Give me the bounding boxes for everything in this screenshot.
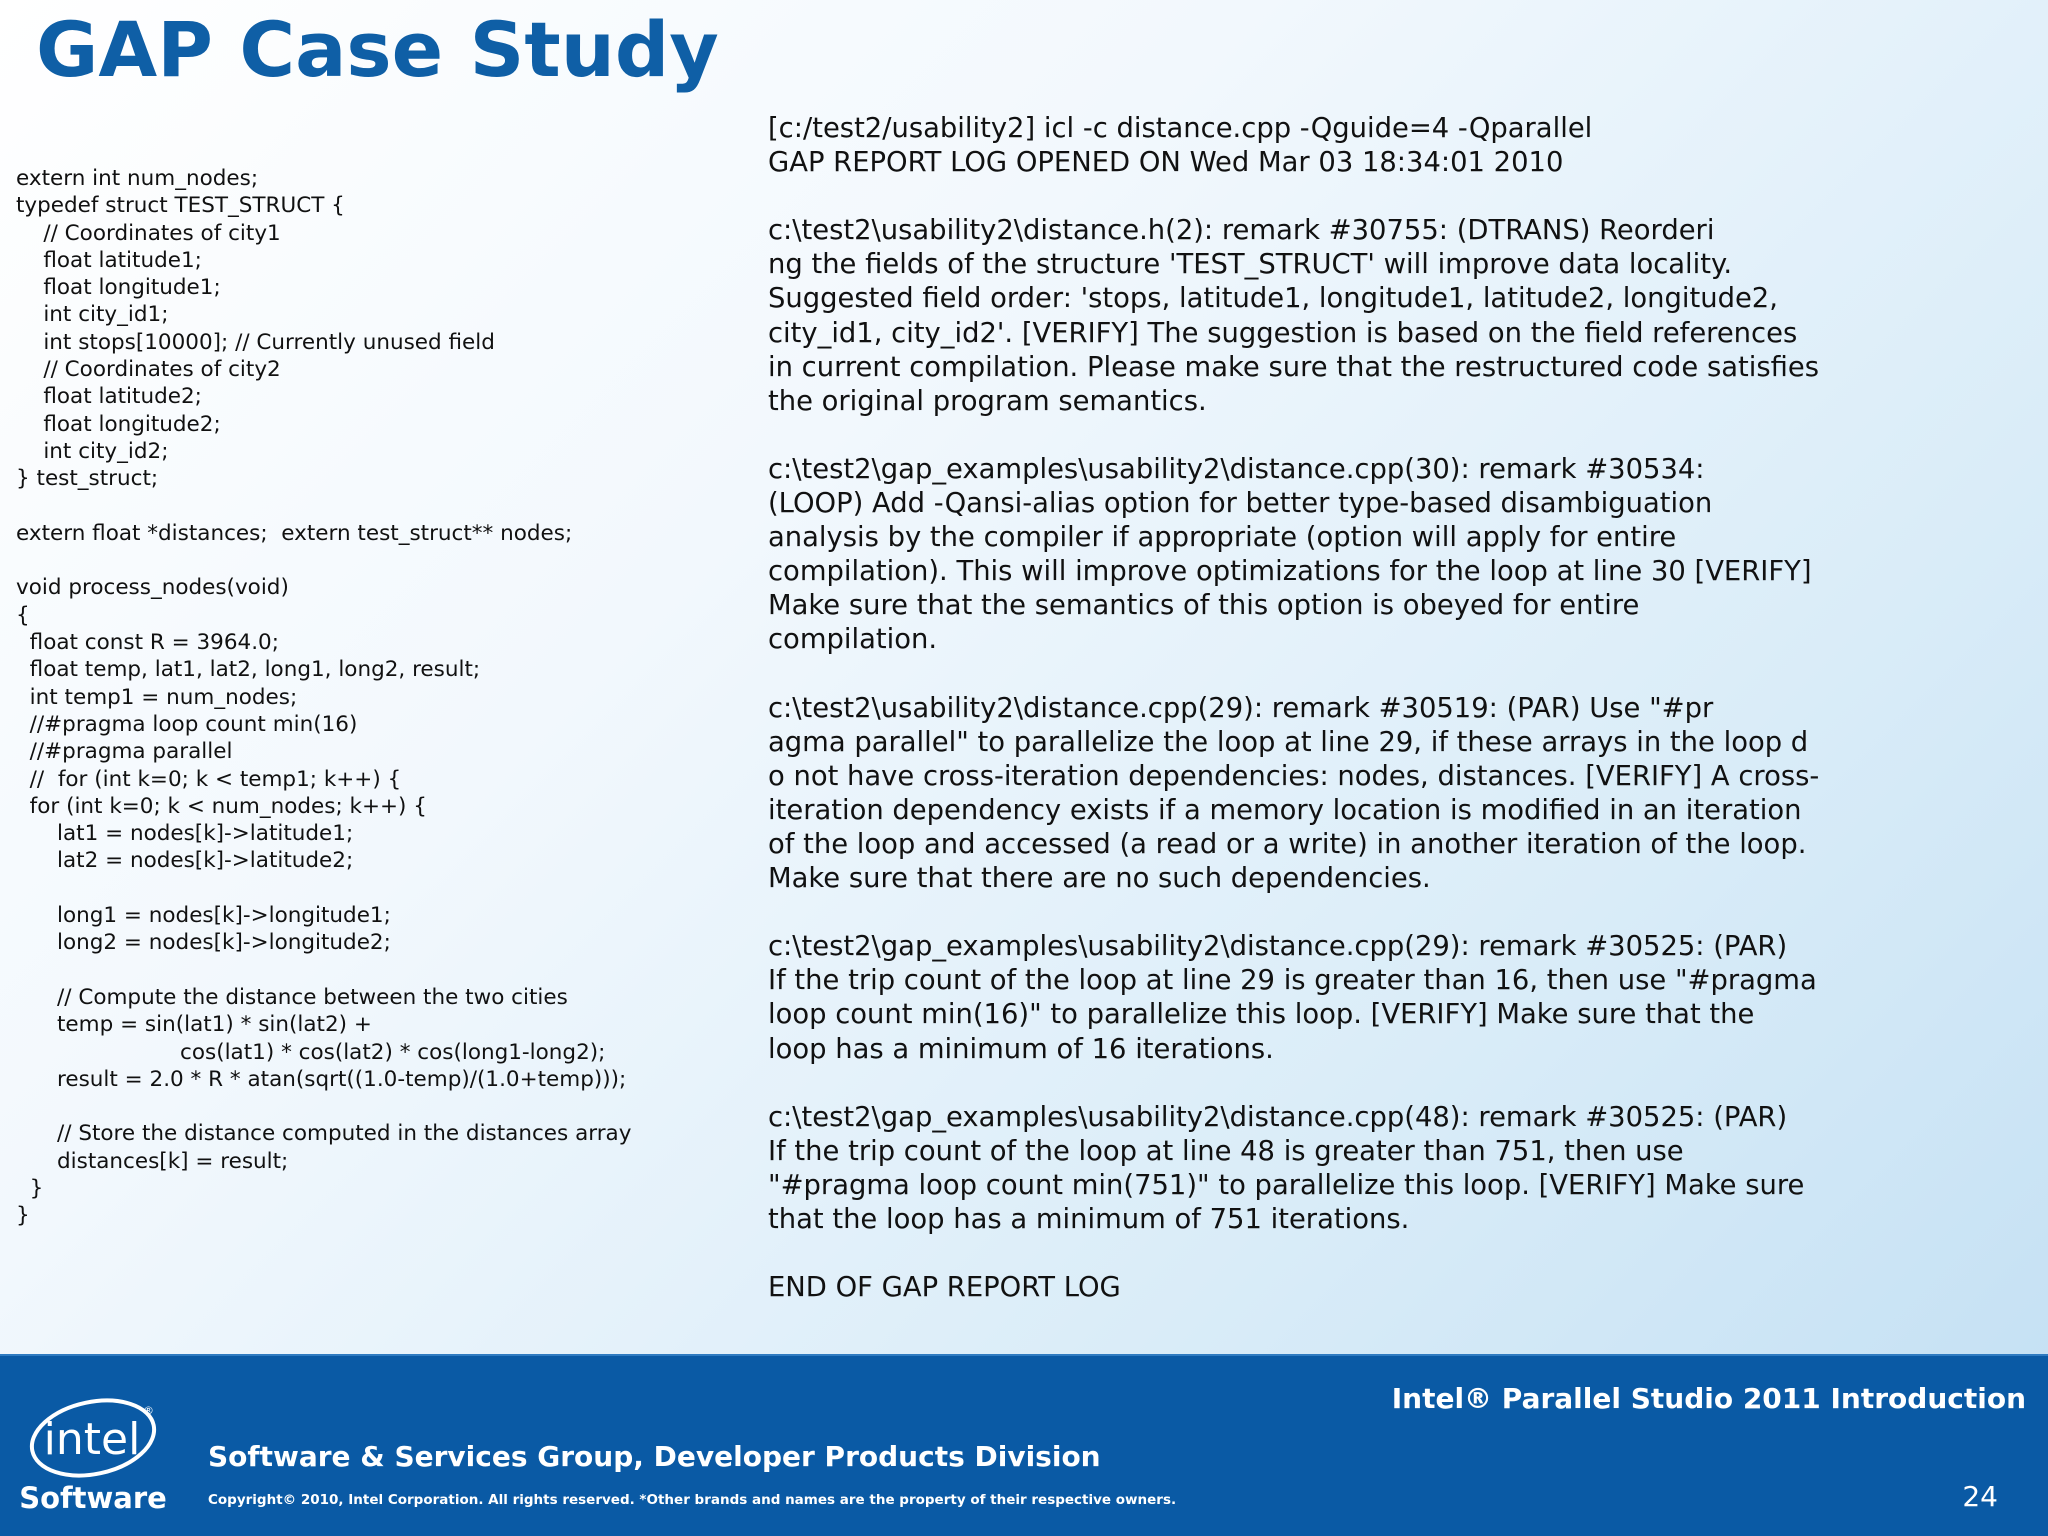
log-line: "#pragma loop count min(751)" to parallelize this loop. [VERIFY] Make sure [768,1169,1805,1201]
log-line [768,658,1898,692]
log-line: iteration dependency exists if a memory location is modified in an iteration [768,794,1802,826]
log-line: Make sure that the semantics of this option is obeyed for entire [768,590,1640,622]
logo-wordmark: intel [43,1414,141,1465]
log-line: loop count min(16)" to parallelize this loop. [VERIFY] Make sure that the [768,999,1755,1031]
code-line: } test_struct; [16,466,159,492]
footer-bar [0,1354,2048,1536]
code-line: typedef struct TEST_STRUCT { [16,193,345,219]
code-line: cos(lat1) * cos(lat2) * cos(long1-long2); [16,1039,606,1065]
code-line: int city_id2; [16,438,169,464]
log-line: If the trip count of the loop at line 48 is greater than 751, then use [768,1135,1684,1167]
code-line: // Coordinates of city2 [16,357,281,383]
code-line: lat2 = nodes[k]->latitude2; [16,848,354,874]
log-line: of the loop and accessed (a read or a write) in another iteration of the loop. [768,828,1807,860]
code-line: distances[k] = result; [16,1148,289,1174]
log-line: loop has a minimum of 16 iterations. [768,1033,1274,1065]
code-line: float longitude2; [16,411,221,437]
code-line: float longitude1; [16,275,221,301]
code-line: float latitude2; [16,384,202,410]
log-line: GAP REPORT LOG OPENED ON Wed Mar 03 18:34:01 2010 [768,147,1564,179]
log-line: in current compilation. Please make sure that the restructured code satisfies [768,351,1820,383]
log-line: c:\test2\usability2\distance.h(2): remark #30755: (DTRANS) Reorderi [768,215,1715,247]
intel-software-logo [18,1386,168,1516]
log-line: c:\test2\gap_examples\usability2\distance.cpp(48): remark #30525: (PAR) [768,1101,1788,1133]
code-line: for (int k=0; k < num_nodes; k++) { [16,793,427,819]
log-line: ng the fields of the structure 'TEST_STRUCT' will improve data locality. [768,249,1733,281]
log-line: that the loop has a minimum of 751 iterations. [768,1204,1410,1235]
code-line: lat1 = nodes[k]->latitude1; [16,821,354,847]
log-line: agma parallel" to parallelize the loop at line 29, if these arrays in the loop d [768,726,1809,758]
code-line [16,957,746,984]
code-line: //#pragma loop count min(16) [16,711,358,737]
code-line: int temp1 = num_nodes; [16,684,298,710]
code-line [16,547,746,574]
code-line: result = 2.0 * R * atan(sqrt((1.0-temp)/(1.0+temp))); [16,1066,627,1092]
log-line: the original program semantics. [768,385,1207,417]
code-line: temp = sin(lat1) * sin(lat2) + [16,1012,372,1038]
code-line: long1 = nodes[k]->longitude1; [16,903,391,929]
log-line: (LOOP) Add -Qansi-alias option for better type-based disambiguation [768,488,1713,520]
log-line: END OF GAP REPORT LOG [768,1272,1121,1304]
slide-title: GAP Case Study [36,5,719,94]
copyright-notice: Copyright© 2010, Intel Corporation. All rights reserved. *Other brands and names are the property of their respective owners. [208,1492,1177,1508]
code-line: // Coordinates of city1 [16,220,281,246]
code-line: } [16,1203,30,1229]
log-line: [c:/test2/usability2] icl -c distance.cpp -Qguide=4 -Qparallel [768,113,1593,144]
code-line: } [16,1175,44,1201]
code-line: // Compute the distance between the two cities [16,984,568,1010]
log-line: compilation). This will improve optimizations for the loop at line 30 [VERIFY] [768,556,1812,588]
code-line: // Store the distance computed in the distances array [16,1121,632,1147]
code-line [16,1093,746,1120]
log-line [768,1067,1898,1101]
code-line: //#pragma parallel [16,739,233,765]
log-line: city_id1, city_id2'. [VERIFY] The suggestion is based on the field references [768,317,1798,349]
code-line: { [16,602,30,628]
log-line: o not have cross-iteration dependencies: nodes, distances. [VERIFY] A cross- [768,760,1820,792]
logo-subtext: Software [19,1481,167,1515]
code-line: // for (int k=0; k < temp1; k++) { [16,766,402,792]
log-line [768,180,1898,214]
code-line [16,493,746,520]
log-line: compilation. [768,624,938,656]
product-name: Intel® Parallel Studio 2011 Introduction [1391,1382,2026,1415]
code-line: float latitude1; [16,247,202,273]
log-line [768,896,1898,930]
code-line [16,875,746,902]
code-line: long2 = nodes[k]->longitude2; [16,930,391,956]
log-line: c:\test2\usability2\distance.cpp(29): remark #30519: (PAR) Use "#pr [768,692,1714,724]
code-line: float temp, lat1, lat2, long1, long2, result; [16,657,481,683]
log-line: If the trip count of the loop at line 29 is greater than 16, then use "#pragma [768,965,1817,997]
code-block [16,165,746,1230]
code-line: extern float *distances; extern test_struct** nodes; [16,520,573,546]
log-line [768,419,1898,453]
log-line [768,1237,1898,1271]
code-line: int city_id1; [16,302,169,328]
gap-report-log [768,112,1898,1305]
log-line: analysis by the compiler if appropriate (option will apply for entire [768,522,1677,554]
division-name: Software & Services Group, Developer Products Division [208,1440,1101,1473]
code-line: int stops[10000]; // Currently unused field [16,329,495,355]
log-line: c:\test2\gap_examples\usability2\distance.cpp(29): remark #30525: (PAR) [768,931,1788,963]
code-line: float const R = 3964.0; [16,630,279,656]
code-line: extern int num_nodes; [16,166,259,191]
log-line: Suggested field order: 'stops, latitude1, longitude1, latitude2, longitude2, [768,283,1778,315]
page-number: 24 [1962,1480,1998,1513]
log-line: c:\test2\gap_examples\usability2\distance.cpp(30): remark #30534: [768,453,1705,485]
code-line: void process_nodes(void) [16,575,289,601]
log-line: Make sure that there are no such dependencies. [768,863,1431,895]
svg-text:®: ® [143,1404,154,1417]
